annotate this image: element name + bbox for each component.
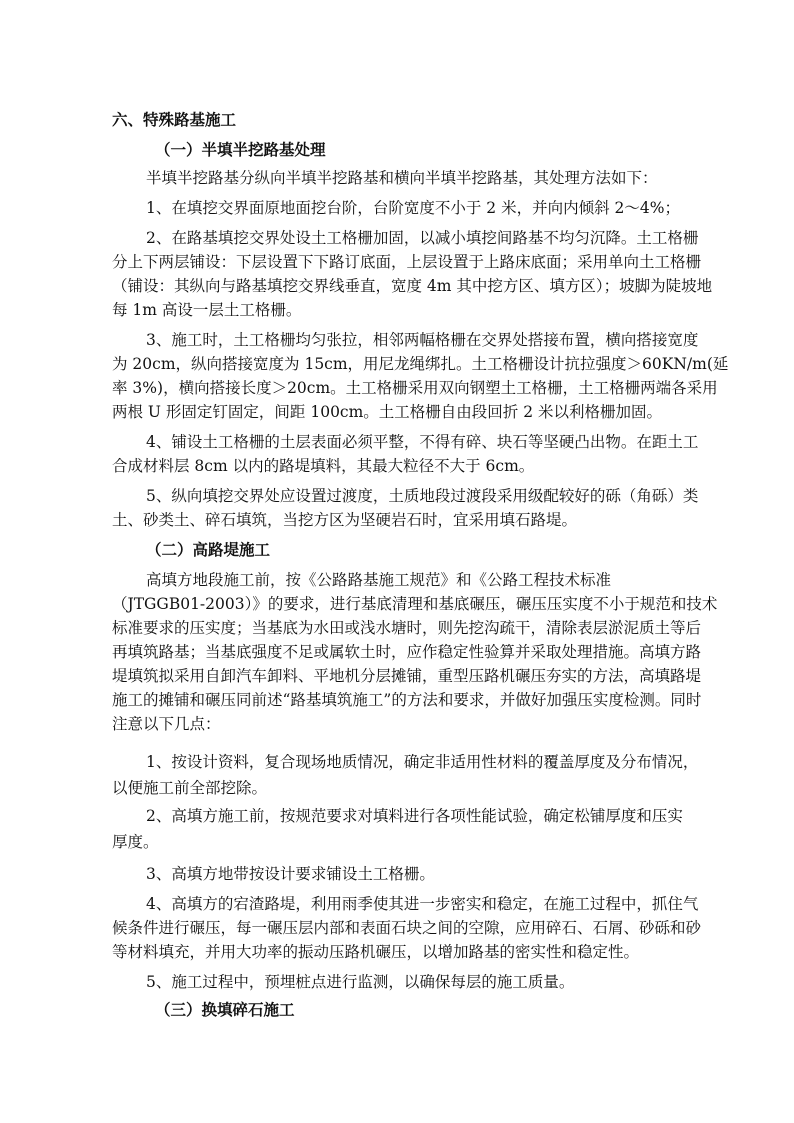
paragraph-line: 土、砂类土、碎石填筑，当挖方区为坚硬岩石时，宜采用填石路堤。 (112, 511, 578, 529)
paragraph-line: 堤填筑拟采用自卸汽车卸料、平地机分层摊铺，重型压路机碾压夯实的方法，高填路堤 (112, 667, 702, 685)
paragraph-line: 合成材料层 8cm 以内的路堤填料，其最大粒径不大于 6cm。 (112, 457, 535, 475)
paragraph-line: 3、施工时，土工格栅均匀张拉，相邻两幅格栅在交界处搭接布置，横向搭接宽度 (146, 331, 699, 349)
paragraph-line: 注意以下几点： (112, 715, 221, 733)
paragraph-line: 标准要求的压实度；当基底为水田或浅水塘时，则先挖沟疏干，清除表层淤泥质土等后 (112, 619, 702, 637)
paragraph-line: （铺设：其纵向与路基填挖交界线垂直，宽度 4m 其中挖方区、填方区）；坡脚为陡坡地 (112, 277, 713, 295)
paragraph-line: 4、高填方的宕渣路堤，利用雨季使其进一步密实和稳定，在施工过程中，抓住气 (146, 895, 699, 913)
paragraph-line: 1、按设计资料，复合现场地质情况，确定非适用性材料的覆盖厚度及分布情况， (146, 753, 699, 771)
paragraph-line: 半填半挖路基分纵向半填半挖路基和横向半填半挖路基，其处理方法如下： (146, 169, 658, 187)
paragraph-line: 4、铺设土工格栅的土层表面必须平整，不得有碎、块石等坚硬凸出物。在距土工 (146, 433, 699, 451)
paragraph-line: 1、在填挖交界面原地面挖台阶，台阶宽度不小于 2 米，并向内倾斜 2～4%； (146, 199, 680, 217)
paragraph-line: 施工的摊铺和碾压同前述“路基填筑施工”的方法和要求，并做好加强压实度检测。同时 (112, 691, 702, 709)
paragraph-line: 分上下两层铺设：下层设置下下路订底面，上层设置于上路床底面；采用单向土工格栅 (112, 253, 702, 271)
paragraph-line: 每 1m 高设一层土工格栅。 (112, 301, 302, 319)
paragraph-line: （JTGGB01-2003）》的要求，进行基底清理和基底碾压，碾压压实度不小于规范和技术 (112, 595, 718, 613)
paragraph-line: 候条件进行碾压，每一碾压层内部和表面石块之间的空隙，应用碎石、石屑、砂砾和砂 (112, 919, 702, 937)
paragraph-line: 厚度。 (112, 833, 159, 851)
paragraph-line: 2、高填方施工前，按规范要求对填料进行各项性能试验，确定松铺厚度和压实 (146, 807, 683, 825)
subsection-heading-2: （二）高路堤施工 (146, 540, 271, 559)
paragraph-line: 等材料填充，并用大功率的振动压路机碾压，以增加路基的密实性和稳定性。 (112, 943, 640, 961)
subsection-heading-1: （一）半填半挖路基处理 (155, 140, 326, 159)
paragraph-line: 3、高填方地带按设计要求铺设土工格栅。 (146, 865, 435, 883)
paragraph-line: 高填方地段施工前，按《公路路基施工规范》和《公路工程技术标准 (146, 571, 612, 589)
paragraph-line: 以便施工前全部挖除。 (112, 779, 268, 797)
paragraph-line: 率 3%)，横向搭接长度＞20cm。土工格栅采用双向钢塑土工格栅，土工格栅两端各采用 (112, 379, 718, 397)
section-heading: 六、特殊路基施工 (112, 110, 237, 129)
paragraph-line: 2、在路基填挖交界处设土工格栅加固，以减小填挖间路基不均匀沉降。土工格栅 (146, 229, 699, 247)
paragraph-line: 再填筑路基；当基底强度不足或属软土时，应作稳定性验算并采取处理措施。高填方路 (112, 643, 702, 661)
subsection-heading-3: （三）换填碎石施工 (155, 1000, 295, 1019)
paragraph-line: 5、纵向填挖交界处应设置过渡度，土质地段过渡段采用级配较好的砾（角砾）类 (146, 487, 699, 505)
paragraph-line: 为 20cm，纵向搭接宽度为 15cm，用尼龙绳绑扎。土工格栅设计抗拉强度＞60KN/m(延 (112, 355, 729, 373)
paragraph-line: 两根 U 形固定钉固定，间距 100cm。土工格栅自由段回折 2 米以利格栅加固。 (112, 403, 663, 421)
paragraph-line: 5、施工过程中，预埋桩点进行监测，以确保每层的施工质量。 (146, 973, 575, 991)
